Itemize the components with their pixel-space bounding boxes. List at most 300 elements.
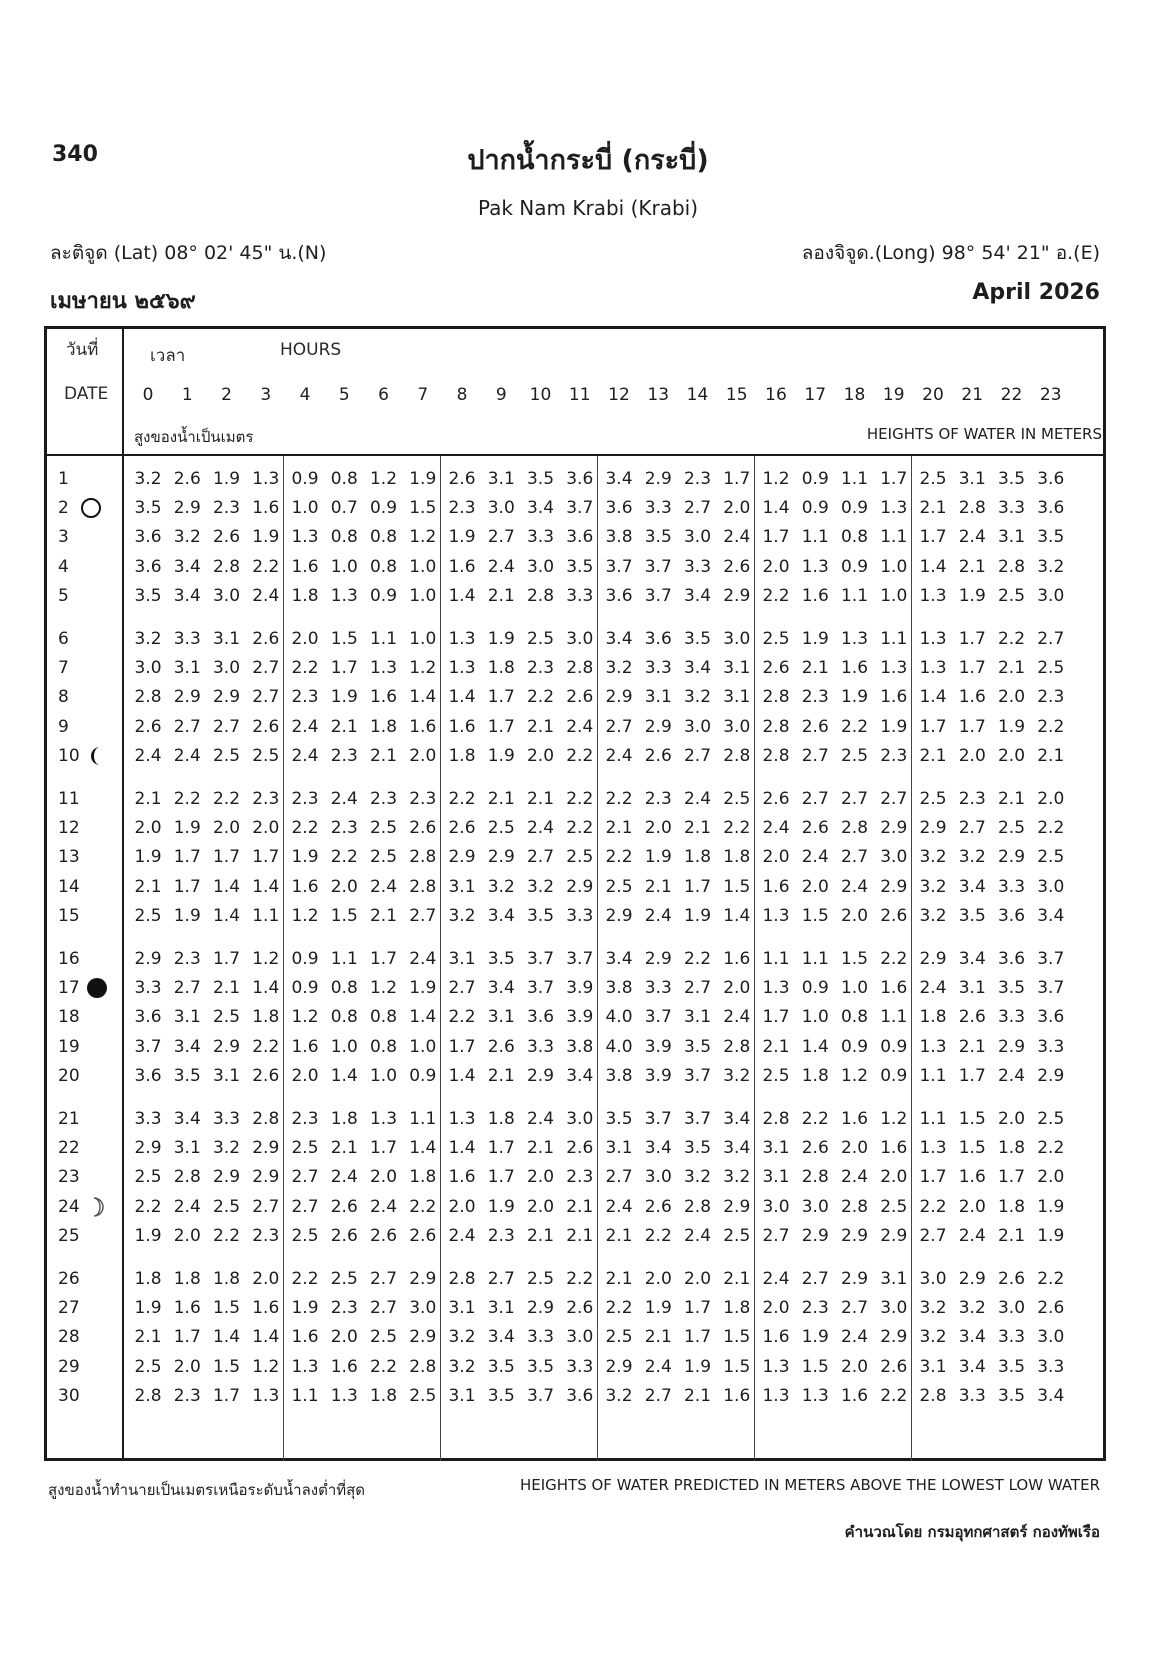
height-cell: 2.4: [291, 716, 319, 737]
date-header-thai: วันที่: [66, 340, 99, 360]
day-number: 11: [58, 789, 80, 809]
height-cell: 3.6: [134, 527, 162, 548]
height-cell: 1.8: [723, 847, 751, 868]
height-cell: 2.8: [134, 1385, 162, 1406]
height-cell: 2.5: [134, 905, 162, 926]
latitude: ละติจูด (Lat) 08° 02' 45" น.(N): [50, 242, 327, 264]
height-cell: 2.4: [762, 818, 790, 839]
time-header-thai: เวลา: [150, 346, 186, 366]
height-cell: 2.6: [448, 818, 476, 839]
height-cell: 3.3: [1037, 1036, 1065, 1057]
day-number: 27: [58, 1298, 80, 1319]
height-cell: 3.5: [644, 527, 672, 548]
height-cell: 2.7: [840, 1298, 869, 1319]
height-cell: 2.9: [252, 1138, 280, 1159]
height-cell: 2.0: [330, 876, 358, 897]
height-cell: 1.7: [762, 527, 790, 548]
height-cell: 1.6: [291, 876, 319, 897]
height-cell: 2.1: [605, 1225, 633, 1246]
height-cell: 2.9: [997, 1036, 1026, 1057]
day-number: 10: [58, 745, 80, 766]
height-cell: 2.2: [997, 629, 1026, 649]
height-cell: 1.0: [291, 498, 319, 519]
height-cell: 3.4: [605, 629, 633, 649]
height-cell: 1.9: [801, 1327, 829, 1348]
height-cell: 3.4: [173, 1036, 201, 1057]
height-cell: 3.4: [958, 949, 986, 969]
height-cell: 2.1: [487, 585, 515, 606]
height-cell: 1.1: [762, 949, 790, 969]
hour-label: 18: [843, 385, 866, 405]
date-header-en: DATE: [64, 384, 109, 404]
height-cell: 1.3: [448, 658, 476, 679]
height-cell: 3.1: [997, 527, 1026, 548]
height-cell: 3.8: [605, 1065, 633, 1086]
height-cell: 3.0: [212, 585, 241, 606]
height-cell: 1.6: [448, 556, 476, 577]
height-cell: 1.3: [330, 585, 358, 606]
height-cell: 2.5: [723, 789, 751, 809]
height-cell: 3.2: [919, 847, 947, 868]
full-moon-icon: [80, 497, 102, 519]
height-cell: 3.1: [958, 469, 986, 489]
height-cell: 3.0: [997, 1298, 1026, 1319]
height-cell: 3.2: [605, 1385, 633, 1406]
height-cell: 1.0: [409, 1036, 437, 1057]
height-cell: 2.6: [173, 469, 201, 489]
height-cell: 2.1: [487, 1065, 515, 1086]
height-cell: 1.5: [212, 1298, 241, 1319]
height-cell: 2.7: [801, 745, 829, 766]
height-cell: 2.1: [683, 818, 712, 839]
height-cell: 2.3: [487, 1225, 515, 1246]
height-cell: 2.5: [1037, 658, 1065, 679]
height-cell: 2.0: [997, 745, 1026, 766]
height-cell: 2.9: [880, 1225, 908, 1246]
height-cell: 4.0: [605, 1036, 633, 1057]
height-cell: 0.9: [369, 498, 398, 519]
height-cell: 2.9: [134, 1138, 162, 1159]
height-cell: 2.1: [134, 1327, 162, 1348]
height-cell: 1.3: [762, 978, 790, 999]
height-cell: 2.5: [330, 1269, 358, 1289]
height-cell: 2.7: [605, 1167, 633, 1188]
height-cell: 3.3: [566, 585, 594, 606]
height-cell: 2.6: [801, 1138, 829, 1159]
height-cell: 2.4: [840, 876, 869, 897]
height-cell: 1.6: [840, 1109, 869, 1129]
height-cell: 1.2: [840, 1065, 869, 1086]
height-cell: 2.2: [644, 1225, 672, 1246]
height-cell: 2.0: [291, 629, 319, 649]
height-cell: 3.2: [526, 876, 555, 897]
height-cell: 2.1: [644, 876, 672, 897]
height-cell: 2.8: [762, 716, 790, 737]
height-cell: 2.6: [330, 1225, 358, 1246]
height-cell: 3.6: [566, 469, 594, 489]
height-cell: 2.2: [134, 1196, 162, 1217]
height-cell: 2.0: [526, 1196, 555, 1217]
height-cell: 1.2: [369, 469, 398, 489]
height-cell: 1.0: [409, 556, 437, 577]
height-cell: 2.1: [369, 745, 398, 766]
table-row: [44, 1381, 1106, 1411]
height-cell: 3.3: [1037, 1356, 1065, 1377]
hour-label: 10: [529, 385, 552, 405]
height-cell: 3.3: [958, 1385, 986, 1406]
height-cell: 3.3: [644, 978, 672, 999]
height-cell: 3.1: [762, 1167, 790, 1188]
height-cell: 3.5: [526, 905, 555, 926]
height-cell: 2.7: [487, 527, 515, 548]
height-cell: 3.1: [762, 1138, 790, 1159]
height-cell: 2.7: [173, 716, 201, 737]
hour-label: 2: [221, 385, 232, 405]
hour-label: 14: [686, 385, 709, 405]
height-cell: 2.8: [762, 1109, 790, 1129]
height-cell: 2.4: [173, 745, 201, 766]
height-cell: 2.9: [644, 716, 672, 737]
table-row: [44, 1192, 1106, 1222]
height-cell: 1.1: [880, 527, 908, 548]
height-cell: 3.5: [487, 1385, 515, 1406]
hour-label: 13: [647, 385, 670, 405]
height-cell: 1.2: [291, 1007, 319, 1028]
height-cell: 3.2: [919, 876, 947, 897]
height-cell: 2.4: [958, 527, 986, 548]
height-cell: 2.2: [801, 1109, 829, 1129]
height-cell: 3.3: [526, 527, 555, 548]
height-cell: 3.7: [644, 556, 672, 577]
height-cell: 1.4: [448, 1138, 476, 1159]
height-cell: 2.9: [997, 847, 1026, 868]
height-cell: 1.3: [369, 658, 398, 679]
height-cell: 2.0: [1037, 789, 1065, 809]
height-cell: 2.4: [723, 1007, 751, 1028]
height-cell: 1.9: [487, 745, 515, 766]
height-cell: 1.5: [212, 1356, 241, 1377]
height-cell: 2.1: [566, 1196, 594, 1217]
height-cell: 2.8: [683, 1196, 712, 1217]
height-cell: 2.4: [958, 1225, 986, 1246]
height-cell: 1.4: [212, 905, 241, 926]
height-cell: 3.4: [644, 1138, 672, 1159]
height-cell: 1.7: [369, 1138, 398, 1159]
height-cell: 3.4: [683, 658, 712, 679]
table-row: [44, 712, 1106, 742]
height-cell: 3.0: [723, 716, 751, 737]
height-cell: 3.5: [487, 949, 515, 969]
height-cell: 0.9: [369, 585, 398, 606]
hour-label: 3: [260, 385, 272, 405]
height-cell: 1.4: [409, 1007, 437, 1028]
height-cell: 3.3: [644, 498, 672, 519]
height-cell: 1.9: [487, 629, 515, 649]
month-en: April 2026: [972, 280, 1100, 305]
height-cell: 2.0: [252, 1269, 280, 1289]
height-cell: 1.8: [997, 1138, 1026, 1159]
height-cell: 2.5: [997, 818, 1026, 839]
height-cell: 2.2: [1037, 1269, 1065, 1289]
height-cell: 3.7: [1037, 949, 1065, 969]
height-cell: 2.6: [448, 469, 476, 489]
hour-label: 20: [922, 385, 944, 405]
height-cell: 1.1: [880, 629, 908, 649]
height-cell: 1.9: [291, 847, 319, 868]
footer-note-en: HEIGHTS OF WATER PREDICTED IN METERS ABOVE THE LOWEST LOW WATER: [519, 1476, 1100, 1494]
height-cell: 2.2: [1037, 716, 1065, 737]
height-cell: 2.5: [1037, 847, 1065, 868]
height-cell: 2.8: [212, 556, 241, 577]
hour-label: 6: [378, 385, 389, 405]
height-cell: 2.4: [173, 1196, 201, 1217]
height-cell: 2.4: [683, 1225, 712, 1246]
height-cell: 2.4: [644, 905, 672, 926]
height-cell: 2.3: [409, 789, 437, 809]
height-cell: 3.6: [644, 629, 672, 649]
height-cell: 3.3: [997, 1327, 1026, 1348]
height-cell: 2.2: [605, 789, 633, 809]
height-cell: 2.1: [997, 789, 1026, 809]
height-cell: 1.7: [369, 949, 398, 969]
height-cell: 1.9: [448, 527, 476, 548]
height-cell: 3.4: [958, 1356, 986, 1377]
day-number: 28: [58, 1327, 80, 1348]
height-cell: 2.5: [919, 789, 947, 809]
height-cell: 2.3: [291, 687, 319, 708]
height-cell: 1.2: [409, 658, 437, 679]
first-quarter-moon-icon: [86, 1196, 108, 1218]
height-cell: 1.7: [487, 1138, 515, 1159]
height-cell: 3.0: [644, 1167, 672, 1188]
height-cell: 0.9: [801, 978, 829, 999]
height-cell: 3.3: [997, 1007, 1026, 1028]
height-cell: 3.2: [958, 847, 986, 868]
height-cell: 1.6: [252, 1298, 280, 1319]
height-cell: 3.4: [723, 1138, 751, 1159]
height-cell: 2.2: [291, 818, 319, 839]
height-cell: 2.8: [252, 1109, 280, 1129]
height-cell: 2.5: [723, 1225, 751, 1246]
height-cell: 2.1: [526, 789, 555, 809]
height-cell: 3.8: [605, 527, 633, 548]
height-cell: 3.4: [173, 1109, 201, 1129]
height-cell: 3.3: [644, 658, 672, 679]
height-cell: 0.9: [880, 1036, 908, 1057]
height-cell: 2.6: [566, 1298, 594, 1319]
height-cell: 3.2: [605, 658, 633, 679]
height-cell: 2.0: [997, 687, 1026, 708]
height-cell: 2.0: [840, 1356, 869, 1377]
height-cell: 3.9: [644, 1036, 672, 1057]
height-cell: 1.6: [840, 1385, 869, 1406]
height-cell: 1.6: [448, 1167, 476, 1188]
table-row: [44, 653, 1106, 683]
height-cell: 2.3: [566, 1167, 594, 1188]
height-cell: 2.1: [644, 1327, 672, 1348]
height-cell: 3.2: [134, 469, 162, 489]
height-cell: 2.6: [644, 745, 672, 766]
longitude: ลองจิจูด.(Long) 98° 54' 21" อ.(E): [801, 242, 1100, 264]
height-cell: 3.2: [958, 1298, 986, 1319]
height-cell: 2.1: [723, 1269, 751, 1289]
height-cell: 1.7: [487, 716, 515, 737]
height-cell: 2.9: [644, 949, 672, 969]
height-cell: 1.6: [173, 1298, 201, 1319]
height-cell: 2.3: [801, 687, 829, 708]
height-cell: 2.0: [212, 818, 241, 839]
height-cell: 2.6: [252, 1065, 280, 1086]
height-cell: 2.7: [369, 1269, 398, 1289]
height-cell: 1.3: [919, 629, 947, 649]
height-cell: 2.4: [134, 745, 162, 766]
height-cell: 3.1: [448, 1298, 476, 1319]
height-cell: 1.9: [173, 905, 201, 926]
height-cell: 3.4: [487, 978, 515, 999]
height-cell: 2.9: [487, 847, 515, 868]
height-cell: 2.0: [644, 818, 672, 839]
height-cell: 1.6: [880, 1138, 908, 1159]
height-cell: 1.8: [919, 1007, 947, 1028]
height-cell: 3.1: [448, 876, 476, 897]
height-cell: 2.4: [409, 949, 437, 969]
height-cell: 1.7: [487, 687, 515, 708]
height-cell: 2.5: [369, 847, 398, 868]
table-row: [44, 1002, 1106, 1032]
height-cell: 3.6: [134, 1065, 162, 1086]
height-cell: 3.7: [566, 949, 594, 969]
table-row: [44, 872, 1106, 902]
height-cell: 2.7: [958, 818, 986, 839]
height-cell: 2.4: [919, 978, 947, 999]
hour-label: 22: [1000, 385, 1023, 405]
height-cell: 0.8: [369, 556, 398, 577]
day-number: 4: [58, 556, 69, 577]
height-cell: 3.8: [605, 978, 633, 999]
height-cell: 1.6: [762, 1327, 790, 1348]
height-cell: 3.0: [683, 527, 712, 548]
height-cell: 2.6: [134, 716, 162, 737]
heights-label-en: HEIGHTS OF WATER IN METERS: [866, 425, 1102, 443]
hour-label: 12: [608, 385, 630, 405]
height-cell: 1.7: [762, 1007, 790, 1028]
height-cell: 1.3: [801, 1385, 829, 1406]
height-cell: 2.2: [291, 658, 319, 679]
height-cell: 3.0: [880, 847, 908, 868]
height-cell: 1.6: [369, 687, 398, 708]
height-cell: 2.9: [173, 687, 201, 708]
height-cell: 2.6: [1037, 1298, 1065, 1319]
height-cell: 2.9: [919, 949, 947, 969]
height-cell: 1.6: [801, 585, 829, 606]
height-cell: 3.5: [683, 1138, 712, 1159]
height-cell: 3.5: [683, 629, 712, 649]
height-cell: 0.8: [330, 469, 358, 489]
height-cell: 2.3: [173, 949, 201, 969]
height-cell: 2.8: [526, 585, 555, 606]
height-cell: 1.5: [801, 905, 829, 926]
height-cell: 2.4: [566, 716, 594, 737]
height-cell: 1.4: [330, 1065, 358, 1086]
height-cell: 1.6: [330, 1356, 358, 1377]
height-cell: 1.6: [723, 949, 751, 969]
height-cell: 1.3: [369, 1109, 398, 1129]
height-cell: 2.2: [448, 1007, 476, 1028]
height-cell: 1.7: [880, 469, 908, 489]
height-cell: 2.5: [526, 629, 555, 649]
height-cell: 3.5: [134, 585, 162, 606]
height-cell: 1.1: [409, 1109, 437, 1129]
height-cell: 2.4: [997, 1065, 1026, 1086]
height-cell: 1.3: [919, 658, 947, 679]
height-cell: 2.1: [212, 978, 241, 999]
hour-group-divider: [440, 456, 441, 1461]
table-row: [44, 624, 1106, 654]
table-row: [44, 1133, 1106, 1163]
height-cell: 2.5: [291, 1138, 319, 1159]
height-cell: 1.5: [409, 498, 437, 519]
height-cell: 2.2: [291, 1269, 319, 1289]
height-cell: 3.0: [526, 556, 555, 577]
height-cell: 2.4: [526, 818, 555, 839]
height-cell: 2.1: [566, 1225, 594, 1246]
height-cell: 1.8: [252, 1007, 280, 1028]
height-cell: 2.8: [723, 745, 751, 766]
height-cell: 1.7: [173, 847, 201, 868]
height-cell: 2.7: [801, 789, 829, 809]
height-cell: 1.8: [723, 1298, 751, 1319]
height-cell: 2.6: [212, 527, 241, 548]
height-cell: 1.6: [252, 498, 280, 519]
height-cell: 1.1: [801, 949, 829, 969]
height-cell: 2.0: [762, 847, 790, 868]
height-cell: 2.1: [801, 658, 829, 679]
height-cell: 2.6: [566, 687, 594, 708]
height-cell: 1.7: [919, 1167, 947, 1188]
height-cell: 3.4: [958, 876, 986, 897]
height-cell: 2.3: [330, 1298, 358, 1319]
height-cell: 0.9: [291, 978, 319, 999]
hour-label: 17: [804, 385, 827, 405]
height-cell: 1.7: [919, 527, 947, 548]
height-cell: 1.4: [448, 687, 476, 708]
height-cell: 1.3: [840, 629, 869, 649]
height-cell: 2.2: [448, 789, 476, 809]
height-cell: 2.2: [566, 745, 594, 766]
height-cell: 2.3: [212, 498, 241, 519]
height-cell: 2.7: [801, 1269, 829, 1289]
height-cell: 3.2: [487, 876, 515, 897]
height-cell: 3.7: [644, 1007, 672, 1028]
height-cell: 3.2: [919, 905, 947, 926]
height-cell: 1.6: [880, 687, 908, 708]
height-cell: 1.9: [801, 629, 829, 649]
height-cell: 1.0: [801, 1007, 829, 1028]
height-cell: 3.6: [997, 905, 1026, 926]
height-cell: 3.3: [683, 556, 712, 577]
height-cell: 1.5: [330, 629, 358, 649]
height-cell: 1.9: [252, 527, 280, 548]
height-cell: 2.0: [448, 1196, 476, 1217]
height-cell: 2.2: [369, 1356, 398, 1377]
height-cell: 2.0: [997, 1109, 1026, 1129]
height-cell: 1.7: [723, 469, 751, 489]
height-cell: 2.0: [880, 1167, 908, 1188]
height-cell: 3.3: [566, 905, 594, 926]
height-cell: 3.0: [1037, 585, 1065, 606]
height-cell: 1.4: [409, 1138, 437, 1159]
height-cell: 3.7: [644, 585, 672, 606]
